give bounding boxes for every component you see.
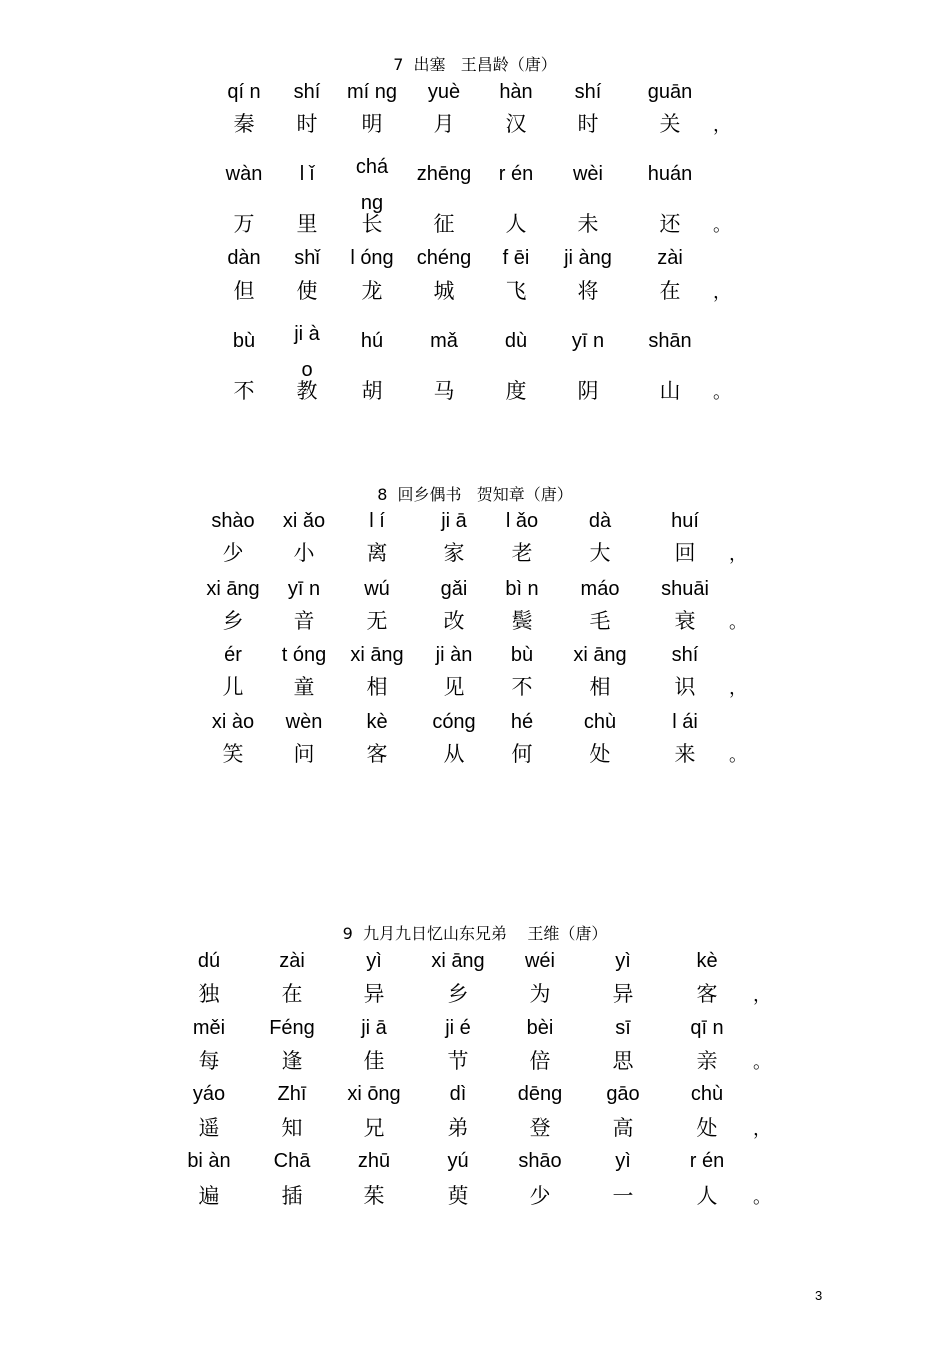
pinyin-syllable: ji ā bbox=[361, 1017, 387, 1039]
hanzi-character: 不 bbox=[511, 675, 533, 699]
hanzi-character: 插 bbox=[281, 1184, 303, 1208]
hanzi-character: 少 bbox=[222, 541, 244, 565]
hanzi-character: 兄 bbox=[363, 1116, 385, 1140]
hanzi-character: 不 bbox=[233, 379, 255, 403]
pinyin-syllable: yī n bbox=[287, 578, 321, 600]
pinyin-syllable: Zhī bbox=[277, 1083, 307, 1105]
hanzi-character: 飞 bbox=[505, 279, 527, 303]
hanzi-character: 大 bbox=[589, 541, 611, 565]
hanzi-character: 无 bbox=[366, 609, 388, 633]
hanzi-character: 回 bbox=[674, 541, 696, 565]
hanzi-character: 高 bbox=[612, 1116, 634, 1140]
pinyin-syllable: guān bbox=[647, 81, 693, 103]
hanzi-character: 城 bbox=[433, 279, 455, 303]
pinyin-syllable: ji àng bbox=[564, 247, 612, 269]
pinyin-syllable: ji é bbox=[445, 1017, 471, 1039]
pinyin-syllable: cóng bbox=[432, 711, 476, 733]
hanzi-character: 一 bbox=[612, 1184, 634, 1208]
line-punctuation: ， bbox=[713, 115, 731, 136]
pinyin-syllable: l í bbox=[369, 510, 385, 532]
page-number: 3 bbox=[815, 1288, 823, 1303]
pinyin-syllable: kè bbox=[696, 950, 718, 972]
line-punctuation: ， bbox=[729, 678, 747, 699]
pinyin-syllable: chá ng bbox=[355, 156, 389, 214]
hanzi-character: 月 bbox=[433, 112, 455, 136]
pinyin-syllable: ji ā bbox=[441, 510, 467, 532]
pinyin-syllable: dà bbox=[588, 510, 612, 532]
pinyin-syllable: chéng bbox=[416, 247, 472, 269]
hanzi-character: 离 bbox=[366, 541, 388, 565]
hanzi-character: 见 bbox=[443, 675, 465, 699]
hanzi-character: 老 bbox=[511, 541, 533, 565]
hanzi-character: 知 bbox=[281, 1116, 303, 1140]
pinyin-syllable: xi āng bbox=[206, 578, 260, 600]
hanzi-character: 还 bbox=[659, 212, 681, 236]
hanzi-character: 少 bbox=[529, 1184, 551, 1208]
pinyin-syllable: qī n bbox=[690, 1017, 724, 1039]
line-punctuation: ， bbox=[753, 1119, 771, 1140]
pinyin-syllable: f ēi bbox=[502, 247, 530, 269]
hanzi-character: 胡 bbox=[361, 379, 383, 403]
hanzi-character: 鬓 bbox=[511, 609, 533, 633]
pinyin-syllable: bù bbox=[510, 644, 534, 666]
pinyin-syllable: l óng bbox=[350, 247, 394, 269]
pinyin-syllable: měi bbox=[192, 1017, 226, 1039]
hanzi-character: 关 bbox=[659, 112, 681, 136]
pinyin-syllable: xi āng bbox=[573, 644, 627, 666]
pinyin-syllable: bì n bbox=[505, 578, 539, 600]
pinyin-syllable: chù bbox=[690, 1083, 724, 1105]
pinyin-syllable: t óng bbox=[281, 644, 327, 666]
hanzi-character: 时 bbox=[577, 112, 599, 136]
line-punctuation: ， bbox=[753, 985, 771, 1006]
pinyin-syllable: yì bbox=[615, 950, 631, 972]
hanzi-character: 万 bbox=[233, 212, 255, 236]
hanzi-character: 改 bbox=[443, 609, 465, 633]
pinyin-syllable: gǎi bbox=[440, 578, 468, 600]
pinyin-syllable: r én bbox=[689, 1150, 725, 1172]
pinyin-syllable: l ǐ bbox=[299, 163, 315, 185]
poem-title: 7 出塞 王昌龄（唐） bbox=[393, 55, 557, 74]
pinyin-syllable: yáo bbox=[192, 1083, 226, 1105]
hanzi-character: 相 bbox=[589, 675, 611, 699]
pinyin-syllable: shào bbox=[211, 510, 255, 532]
pinyin-syllable: dàn bbox=[227, 247, 261, 269]
line-punctuation: 。 bbox=[713, 215, 731, 236]
line-punctuation: 。 bbox=[753, 1052, 771, 1073]
pinyin-syllable: shuāi bbox=[661, 578, 709, 600]
pinyin-syllable: shí bbox=[574, 81, 602, 103]
hanzi-character: 乡 bbox=[222, 609, 244, 633]
pinyin-syllable: bèi bbox=[526, 1017, 554, 1039]
hanzi-character: 使 bbox=[296, 279, 318, 303]
hanzi-character: 萸 bbox=[447, 1184, 469, 1208]
pinyin-syllable: hé bbox=[510, 711, 534, 733]
line-punctuation: ， bbox=[713, 282, 731, 303]
hanzi-character: 思 bbox=[612, 1049, 634, 1073]
hanzi-character: 来 bbox=[674, 742, 696, 766]
hanzi-character: 独 bbox=[198, 982, 220, 1006]
pinyin-syllable: wèn bbox=[285, 711, 323, 733]
hanzi-character: 逢 bbox=[281, 1049, 303, 1073]
poem-title: 8 回乡偶书 贺知章（唐） bbox=[377, 485, 573, 504]
hanzi-character: 人 bbox=[505, 212, 527, 236]
pinyin-syllable: sī bbox=[615, 1017, 631, 1039]
pinyin-syllable: ér bbox=[224, 644, 242, 666]
hanzi-character: 秦 bbox=[233, 112, 255, 136]
hanzi-character: 客 bbox=[696, 982, 718, 1006]
hanzi-character: 异 bbox=[612, 982, 634, 1006]
hanzi-character: 问 bbox=[293, 742, 315, 766]
hanzi-character: 相 bbox=[366, 675, 388, 699]
pinyin-syllable: kè bbox=[366, 711, 388, 733]
pinyin-syllable: shí bbox=[293, 81, 321, 103]
pinyin-syllable: mí ng bbox=[346, 81, 398, 103]
hanzi-character: 长 bbox=[361, 212, 383, 236]
hanzi-character: 亲 bbox=[696, 1049, 718, 1073]
hanzi-character: 里 bbox=[296, 212, 318, 236]
hanzi-character: 音 bbox=[293, 609, 315, 633]
pinyin-syllable: chù bbox=[583, 711, 617, 733]
hanzi-character: 识 bbox=[674, 675, 696, 699]
hanzi-character: 将 bbox=[577, 279, 599, 303]
hanzi-character: 处 bbox=[589, 742, 611, 766]
hanzi-character: 小 bbox=[293, 541, 315, 565]
hanzi-character: 龙 bbox=[361, 279, 383, 303]
hanzi-character: 笑 bbox=[222, 742, 244, 766]
hanzi-character: 人 bbox=[696, 1184, 718, 1208]
hanzi-character: 儿 bbox=[222, 675, 244, 699]
pinyin-syllable: dú bbox=[197, 950, 221, 972]
hanzi-character: 童 bbox=[293, 675, 315, 699]
pinyin-syllable: bù bbox=[232, 330, 256, 352]
pinyin-syllable: bi àn bbox=[187, 1150, 231, 1172]
hanzi-character: 未 bbox=[577, 212, 599, 236]
pinyin-syllable: shān bbox=[648, 330, 692, 352]
pinyin-syllable: yī n bbox=[571, 330, 605, 352]
pinyin-syllable: xi āng bbox=[431, 950, 485, 972]
pinyin-syllable: zài bbox=[279, 950, 305, 972]
pinyin-syllable: l ái bbox=[672, 711, 698, 733]
hanzi-character: 教 bbox=[296, 379, 318, 403]
pinyin-syllable: yuè bbox=[427, 81, 461, 103]
hanzi-character: 遥 bbox=[198, 1116, 220, 1140]
hanzi-character: 乡 bbox=[447, 982, 469, 1006]
pinyin-syllable: wàn bbox=[225, 163, 263, 185]
pinyin-syllable: dì bbox=[449, 1083, 467, 1105]
pinyin-syllable: Chā bbox=[273, 1150, 311, 1172]
pinyin-syllable: wéi bbox=[524, 950, 556, 972]
pinyin-syllable: hú bbox=[360, 330, 384, 352]
pinyin-syllable: xi ào bbox=[211, 711, 255, 733]
hanzi-character: 客 bbox=[366, 742, 388, 766]
hanzi-character: 山 bbox=[659, 379, 681, 403]
pinyin-syllable: yì bbox=[615, 1150, 631, 1172]
line-punctuation: 。 bbox=[729, 745, 747, 766]
pinyin-syllable: Féng bbox=[269, 1017, 315, 1039]
pinyin-syllable: huí bbox=[671, 510, 699, 532]
hanzi-character: 佳 bbox=[363, 1049, 385, 1073]
hanzi-character: 明 bbox=[361, 112, 383, 136]
hanzi-character: 登 bbox=[529, 1116, 551, 1140]
pinyin-syllable: l ǎo bbox=[505, 510, 539, 532]
pinyin-syllable: xi ōng bbox=[347, 1083, 401, 1105]
pinyin-syllable: mǎ bbox=[430, 330, 458, 352]
hanzi-character: 汉 bbox=[505, 112, 527, 136]
hanzi-character: 度 bbox=[505, 379, 527, 403]
pinyin-syllable: dù bbox=[504, 330, 528, 352]
pinyin-syllable: zài bbox=[657, 247, 683, 269]
pinyin-syllable: máo bbox=[580, 578, 620, 600]
pinyin-syllable: xi ǎo bbox=[282, 510, 326, 532]
hanzi-character: 遍 bbox=[198, 1184, 220, 1208]
pinyin-syllable: ji à o bbox=[294, 323, 320, 381]
hanzi-character: 弟 bbox=[447, 1116, 469, 1140]
pinyin-syllable: zhēng bbox=[416, 163, 472, 185]
hanzi-character: 从 bbox=[443, 742, 465, 766]
pinyin-syllable: r én bbox=[498, 163, 534, 185]
line-punctuation: 。 bbox=[753, 1187, 771, 1208]
hanzi-character: 茱 bbox=[363, 1184, 385, 1208]
hanzi-character: 衰 bbox=[674, 609, 696, 633]
pinyin-syllable: gāo bbox=[606, 1083, 640, 1105]
hanzi-character: 每 bbox=[198, 1049, 220, 1073]
hanzi-character: 家 bbox=[443, 541, 465, 565]
pinyin-syllable: yì bbox=[366, 950, 382, 972]
hanzi-character: 为 bbox=[529, 982, 551, 1006]
pinyin-syllable: ji àn bbox=[435, 644, 473, 666]
line-punctuation: 。 bbox=[729, 612, 747, 633]
pinyin-syllable: xi āng bbox=[350, 644, 404, 666]
pinyin-syllable: wú bbox=[364, 578, 390, 600]
hanzi-character: 时 bbox=[296, 112, 318, 136]
hanzi-character: 处 bbox=[696, 1116, 718, 1140]
pinyin-syllable: huán bbox=[647, 163, 693, 185]
pinyin-syllable: shí bbox=[671, 644, 699, 666]
pinyin-syllable: shāo bbox=[518, 1150, 562, 1172]
pinyin-syllable: wèi bbox=[572, 163, 604, 185]
line-punctuation: 。 bbox=[713, 382, 731, 403]
hanzi-character: 在 bbox=[281, 982, 303, 1006]
hanzi-character: 在 bbox=[659, 279, 681, 303]
pinyin-syllable: hàn bbox=[499, 81, 533, 103]
pinyin-syllable: zhū bbox=[357, 1150, 391, 1172]
pinyin-syllable: dēng bbox=[517, 1083, 563, 1105]
pinyin-syllable: qí n bbox=[227, 81, 261, 103]
hanzi-character: 毛 bbox=[589, 609, 611, 633]
pinyin-syllable: yú bbox=[447, 1150, 469, 1172]
line-punctuation: ， bbox=[729, 544, 747, 565]
hanzi-character: 节 bbox=[447, 1049, 469, 1073]
hanzi-character: 异 bbox=[363, 982, 385, 1006]
poem-title: 9 九月九日忆山东兄弟 王维（唐） bbox=[342, 924, 608, 943]
pinyin-syllable: shǐ bbox=[294, 247, 320, 269]
hanzi-character: 征 bbox=[433, 212, 455, 236]
hanzi-character: 马 bbox=[433, 379, 455, 403]
hanzi-character: 但 bbox=[233, 279, 255, 303]
hanzi-character: 何 bbox=[511, 742, 533, 766]
hanzi-character: 倍 bbox=[529, 1049, 551, 1073]
hanzi-character: 阴 bbox=[577, 379, 599, 403]
